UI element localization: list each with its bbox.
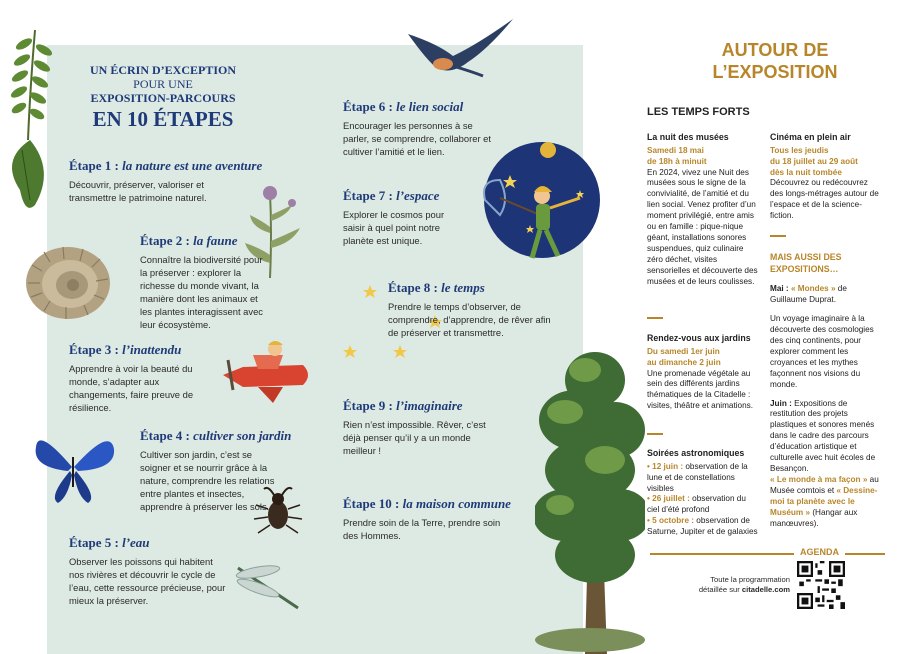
event-date: Du samedi 1er juin — [647, 346, 720, 356]
step-name: le lien social — [396, 99, 464, 114]
juin-block — [770, 399, 882, 475]
fern-leaves-illustration — [0, 30, 70, 260]
step-text: Observer les poissons qui habitent nos rivières et découvrir le cycle de l’eau, cette ressource précieuse, pour mieux la préserver. — [69, 556, 226, 606]
exhibition-1: « Le monde à ma façon » — [770, 474, 868, 484]
event-item-3 — [647, 516, 759, 538]
step-label: Étape 2 : — [140, 233, 194, 248]
step-text: Cultiver son jardin, c’est se soigner et se nourrir grâce à la nature, comprendre les relations entre plantes et insectes, apprendre à préserver les sols. — [140, 449, 275, 512]
event-item-2 — [647, 494, 759, 516]
event-date: Tous les jeudis — [770, 145, 829, 155]
tree-illustration — [535, 340, 645, 654]
exhibition-header — [78, 64, 248, 132]
step-name: le temps — [441, 280, 485, 295]
event-date: Samedi 18 mai — [647, 145, 704, 155]
step-name: l’imaginaire — [396, 398, 463, 413]
separator-line — [647, 433, 663, 435]
step-8 — [388, 280, 553, 340]
item-text: observation du ciel d’été profond — [647, 494, 746, 515]
separator-line — [647, 317, 663, 319]
step-7 — [343, 188, 461, 248]
right-title-line-2: L’EXPOSITION — [712, 61, 838, 82]
step-name: la maison commune — [402, 496, 511, 511]
event-date-range: du 18 juillet au 29 août — [770, 156, 858, 166]
juin-text: Expositions de restitution des projets plastiques et sonores menés dans le cadre des parcours d’éducation artistique et culturelle avec huit écoles de Besançon. — [770, 398, 876, 473]
step-1 — [69, 158, 263, 205]
mai-text: Un voyage imaginaire à la découverte des cosmologies des cinq continents, pour explorer comment les croyances et les mythes façonnent nos visions du monde. — [770, 314, 874, 389]
agenda-rule-right — [845, 553, 885, 555]
event-time: de 18h à minuit — [647, 156, 707, 166]
step-label: Étape 9 : — [343, 398, 397, 413]
mai-author: de Guillaume Duprat. — [770, 284, 847, 305]
item-text: observation de la lune et de constellations visibles — [647, 461, 748, 493]
step-label: Étape 5 : — [69, 535, 123, 550]
ammonite-fossil-illustration — [18, 243, 118, 323]
little-prince-plane-illustration — [213, 335, 323, 410]
step-4 — [140, 428, 292, 514]
step-name: la faune — [193, 233, 238, 248]
event-title: La nuit des musées — [647, 132, 729, 142]
agenda-website[interactable]: citadelle.com — [741, 585, 790, 595]
step-text: Rien n’est impossible. Rêver, c’est déjà penser qu’il y a un monde meilleur ! — [343, 419, 486, 456]
mais-aussi-section — [770, 252, 882, 529]
event-text: En 2024, vivez une Nuit des musées sous le signe de la convivialité, de l’amitié et du lien social. Venez profiter d’un moment privilégié, entre amis ou en famille : pique-nique géant, installations sonores suspendues, quiz culinaire zéro déchet, visites sensorielles et découverte des musées et de leurs coulisses. — [647, 167, 758, 286]
agenda-text-line-2: détaillée sur — [698, 585, 742, 595]
step-10 — [343, 496, 511, 543]
step-3 — [69, 342, 219, 415]
temps-forts-heading: LES TEMPS FORTS — [647, 106, 750, 118]
separator-line — [770, 235, 786, 237]
event-soirees-astronomiques — [647, 448, 759, 538]
step-name: l’eau — [122, 535, 150, 550]
exhibition-2-place: (Hangar aux manœuvres). — [770, 507, 858, 528]
step-label: Étape 4 : — [140, 428, 194, 443]
event-nuit-des-musees — [647, 132, 759, 287]
step-label: Étape 1 : — [69, 158, 123, 173]
step-label: Étape 8 : — [388, 280, 442, 295]
step-name: l’espace — [396, 188, 440, 203]
agenda-text — [672, 575, 790, 596]
event-item-1 — [647, 462, 759, 495]
step-2 — [140, 233, 268, 332]
mai-title: « Mondes » — [790, 284, 836, 294]
mais-aussi-title-1: MAIS AUSSI DES — [770, 252, 842, 262]
event-jardins — [647, 333, 759, 412]
step-name: l’inattendu — [122, 342, 182, 357]
event-text: Découvrez ou redécouvrez des longs-métrages autour de l’espace et de la science-fiction. — [770, 178, 879, 221]
agenda-title: AGENDA — [800, 547, 840, 557]
header-line-1: UN ÉCRIN D’EXCEPTION — [89, 63, 236, 77]
qr-code-icon[interactable] — [797, 561, 845, 609]
item-date: • 5 octobre : — [647, 516, 694, 526]
event-title: Cinéma en plein air — [770, 132, 851, 142]
step-text: Connaître la biodiversité pour la préserver : explorer la richesse du monde vivant, la manière dont les animaux et les plantes interagissent avec leur écosystème. — [140, 254, 263, 330]
mais-aussi-title-2: EXPOSITIONS… — [770, 263, 839, 274]
agenda-text-line-1: Toute la programmation — [710, 575, 790, 584]
step-name: la nature est une aventure — [122, 158, 263, 173]
header-line-4: EN 10 ÉTAPES — [92, 107, 234, 132]
step-text: Apprendre à voir la beauté du monde, s’adapter aux changements, faire preuve de résilience. — [69, 363, 194, 413]
blue-butterfly-illustration — [28, 427, 118, 507]
mai-label: Mai : — [770, 284, 791, 294]
event-title: Rendez-vous aux jardins — [647, 333, 751, 343]
step-6 — [343, 99, 493, 159]
step-text: Découvrir, préserver, valoriser et transmettre le patrimoine naturel. — [69, 179, 207, 203]
item-date: • 12 juin : — [647, 461, 684, 471]
juin-exhibitions — [770, 475, 882, 530]
item-text: observation de Saturne, Jupiter et de galaxies — [647, 516, 758, 537]
little-prince-space-illustration — [470, 140, 610, 275]
agenda-rule-left — [650, 553, 794, 555]
step-9 — [343, 398, 503, 458]
step-label: Étape 7 : — [343, 188, 397, 203]
juin-label: Juin : — [770, 398, 795, 408]
event-cinema — [770, 132, 882, 222]
right-title — [660, 40, 890, 83]
step-label: Étape 6 : — [343, 99, 397, 114]
event-title: Soirées astronomiques — [647, 448, 745, 458]
step-name: cultiver son jardin — [193, 428, 292, 443]
event-date-end: au dimanche 2 juin — [647, 357, 721, 367]
step-label: Étape 3 : — [69, 342, 123, 357]
swallow-bird-illustration — [398, 14, 518, 79]
item-date: • 26 juillet : — [647, 494, 690, 504]
step-text: Explorer le cosmos pour saisir à quel point notre planète est unique. — [343, 209, 445, 246]
step-text: Encourager les personnes à se parler, se comprendre, collaborer et cultiver l’amitié et le lien. — [343, 120, 491, 157]
right-title-line-1: AUTOUR DE — [721, 40, 829, 60]
mai-heading — [770, 284, 882, 306]
step-text: Prendre soin de la Terre, prendre soin des Hommes. — [343, 517, 501, 541]
step-text: Prendre le temps d’observer, de comprendre, d’apprendre, de rêver afin de préserver et transmettre. — [388, 301, 551, 338]
header-line-2: POUR UNE — [133, 76, 193, 91]
exhibition-2: « Dessine-moi ta planète avec le Muséum » — [770, 485, 878, 517]
dragonfly-illustration — [228, 560, 308, 615]
step-label: Étape 10 : — [343, 496, 403, 511]
exhibition-1-place: au Musée comtois et — [770, 474, 879, 495]
event-time: dès la nuit tombée — [770, 167, 842, 177]
step-5 — [69, 535, 227, 608]
event-text: Une promenade végétale au sein des différents jardins thématiques de la Citadelle : visites, théâtre et animations. — [647, 368, 754, 411]
header-line-3: EXPOSITION-PARCOURS — [90, 90, 236, 105]
